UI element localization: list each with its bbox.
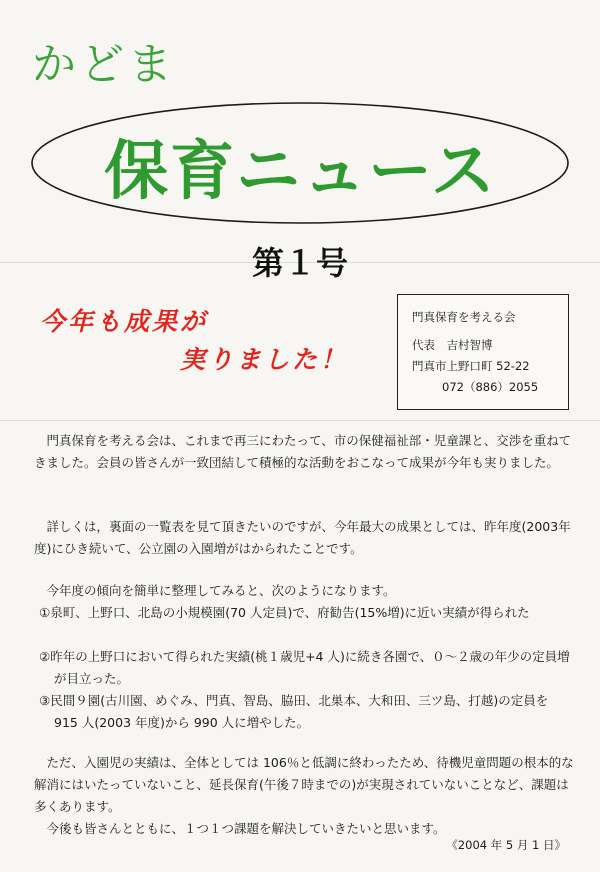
headline-line-1: 今年も成果が — [40, 307, 209, 336]
publication-date: 《2004 年 5 月 1 日》 — [446, 838, 566, 852]
contact-representative: 代表 吉村智博 — [412, 338, 493, 352]
list-item-1: ①泉町、上野口、北島の小規模園(70 人定員)で、府勧告(15%増)に近い実績が得られた — [39, 605, 530, 620]
masthead — [28, 98, 573, 228]
masthead-kadoma: かどま — [32, 39, 176, 90]
paragraph-2: 詳しくは，裏面の一覧表を見て頂きたいのですが、今年最大の成果としては、昨年度(2003年度)にひき続いて、公立園の入園増がはかられたことです。 — [34, 519, 571, 556]
paragraph-4: ただ、入園児の実績は、全体としては 106％と低調に終わったため、待機児童問題の根本的な解消にはいたっていないこと、延長保育(午後７時までの)が実現されていないことなど、課題は多くあります。 — [34, 755, 574, 814]
issue-number: 第１号 — [251, 244, 348, 282]
contact-phone: 072（886）2055 — [442, 380, 539, 394]
paragraph-1: 門真保育を考える会は、これまで再三にわたって、市の保健福祉部・児童課と、交渉を重ねてきました。会員の皆さんが一致団結して積極的な活動をおこなって成果が今年も実りました。 — [34, 433, 571, 470]
headline-line-2: 実りました！ — [180, 345, 349, 374]
contact-organization: 門真保育を考える会 — [412, 310, 516, 324]
list-item-2: ②昨年の上野口において得られた実績(桃１歳児+4 人)に続き各園で、０～２歳の年少の定員増が目立った。 — [39, 649, 570, 686]
paragraph-3-intro: 今年度の傾向を簡単に整理してみると、次のようになります。 — [46, 583, 396, 598]
list-item-3: ③民間９園(古川園、めぐみ、門真、智島、脇田、北巣本、大和田、三ツ島、打越)の定員を 915 人(2003 年度)から 990 人に増やした。 — [39, 693, 549, 730]
faint-rule — [0, 420, 600, 421]
masthead-title: 保育ニュース — [104, 135, 497, 209]
contact-box — [397, 294, 569, 410]
paragraph-5: 今後も皆さんとともに、１つ１つ課題を解決していきたいと思います。 — [46, 821, 446, 836]
contact-address: 門真市上野口町 52-22 — [412, 359, 530, 373]
